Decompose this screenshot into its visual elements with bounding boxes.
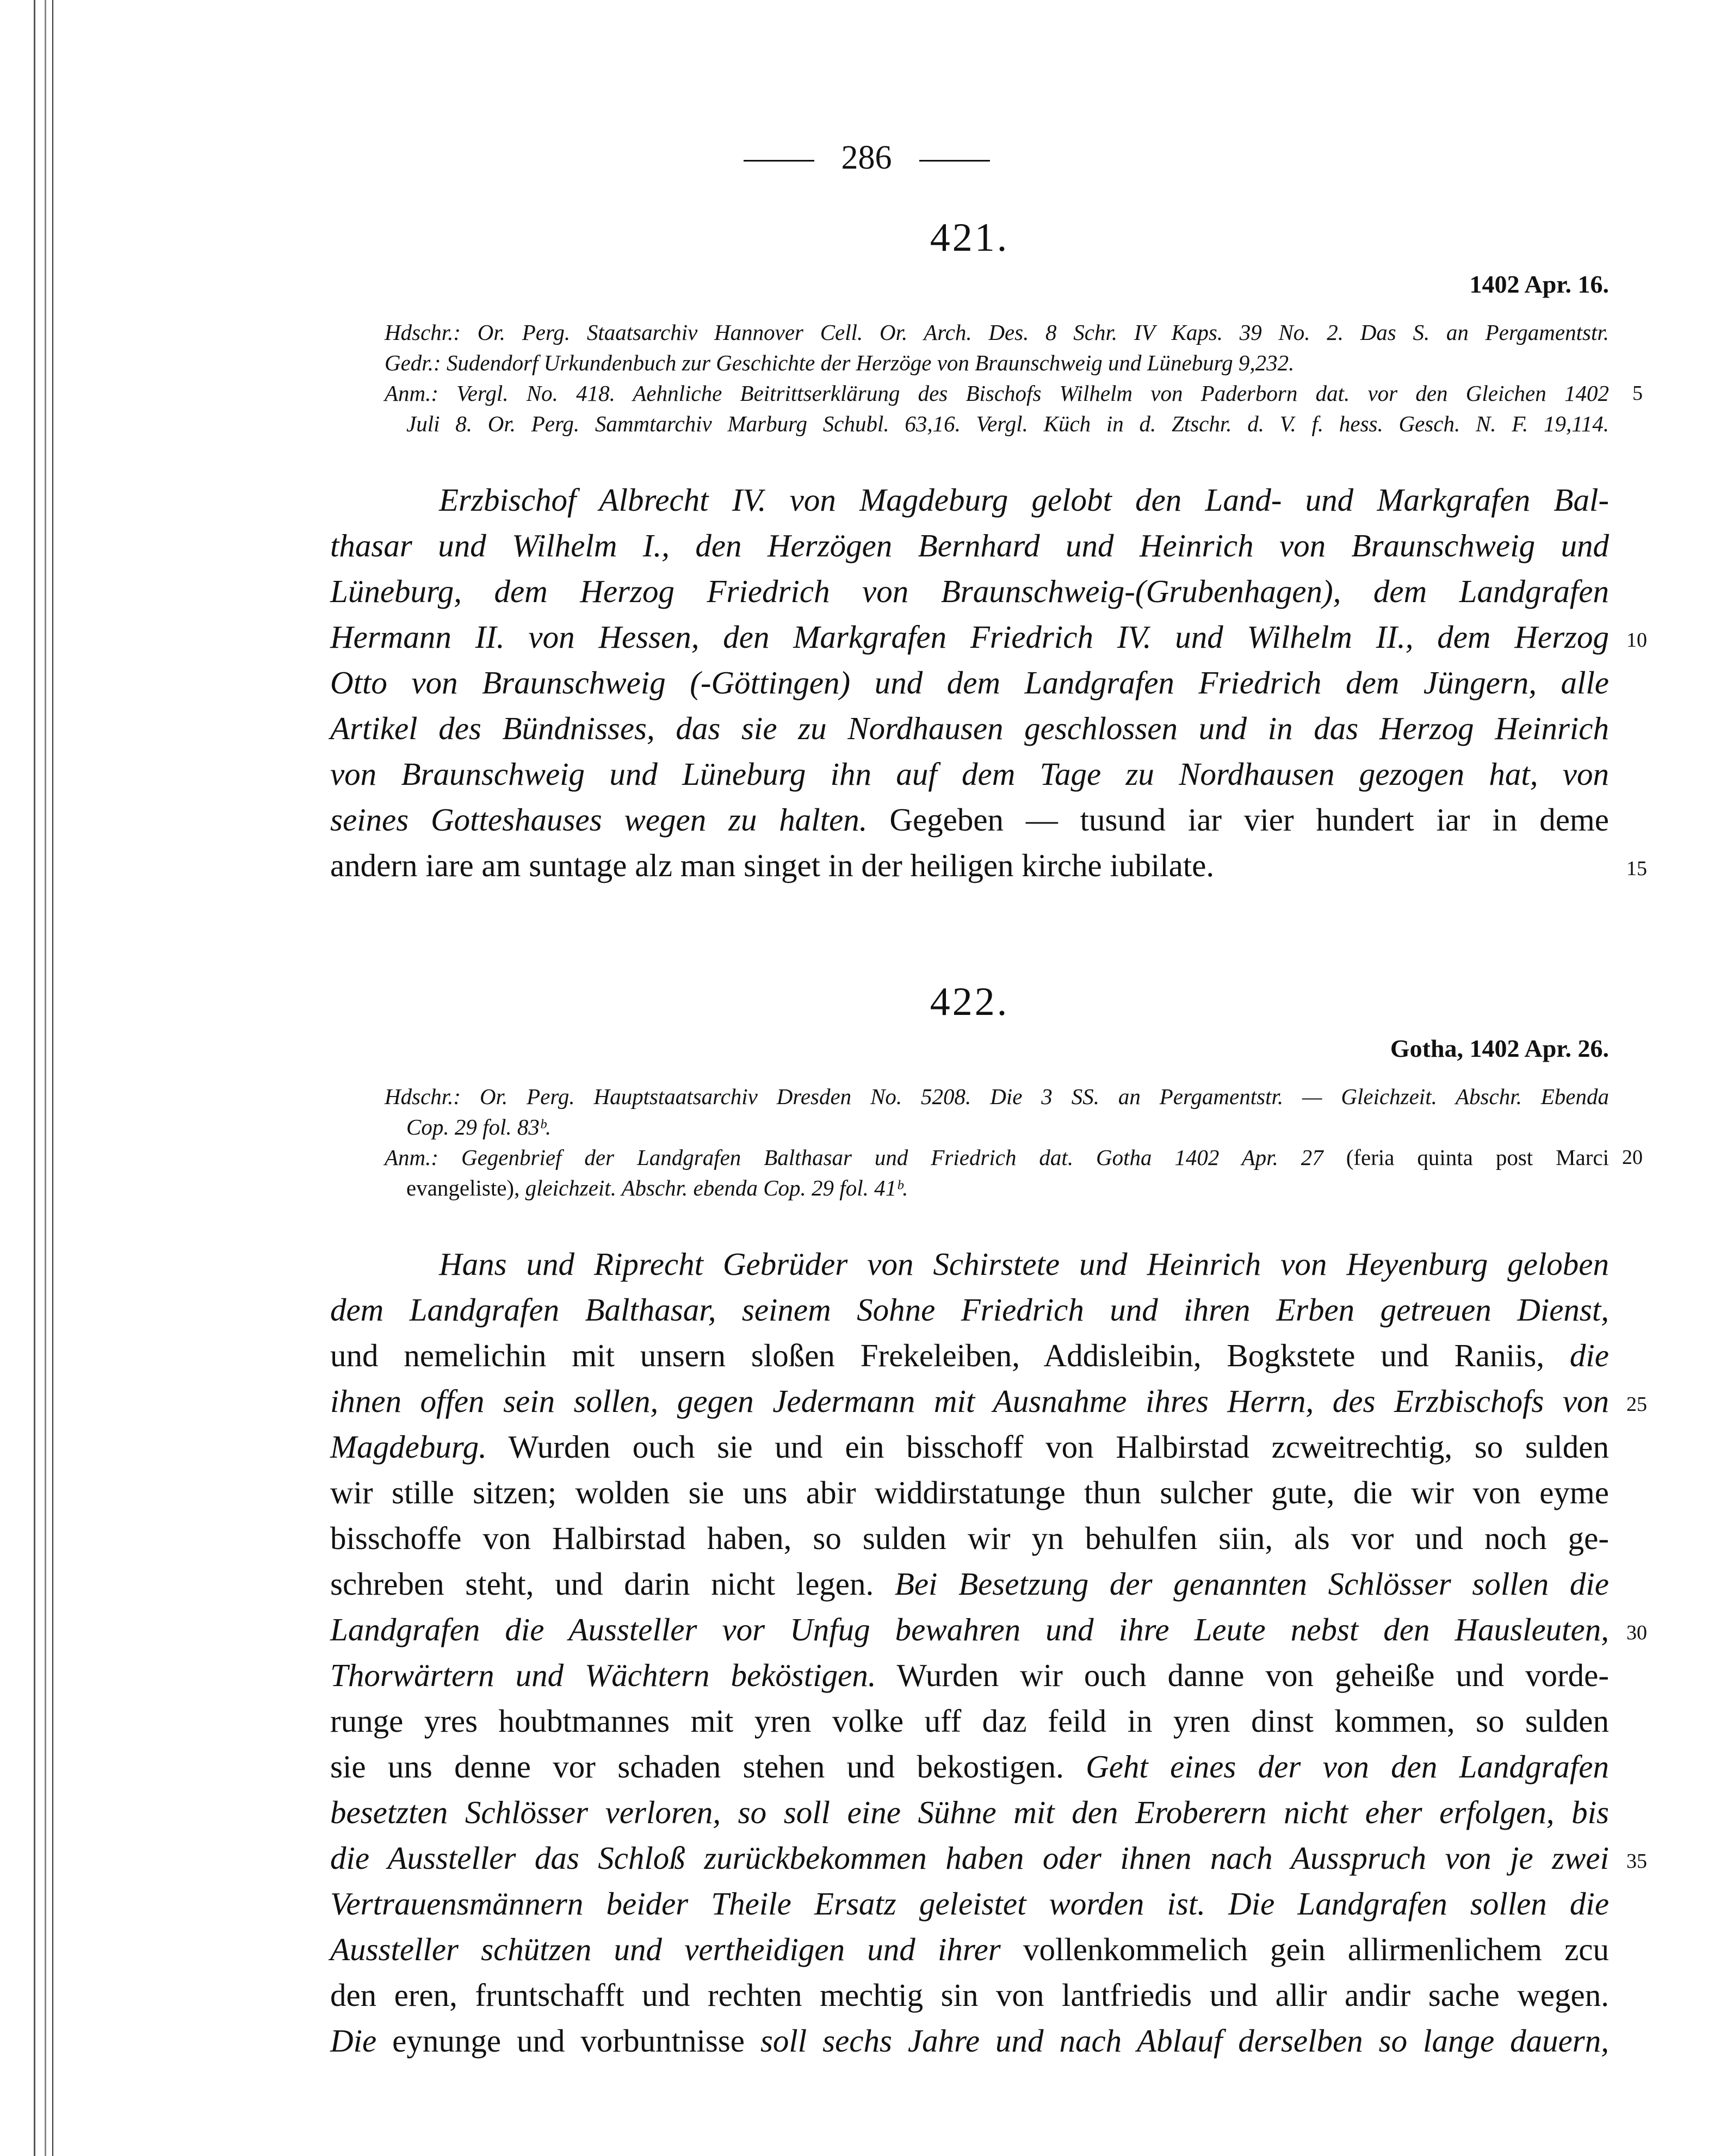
roman-text: bisschoffe von Halbirstad haben, so sulden wir yn behulfen siin, als vor und noch ge- bbox=[330, 1520, 1609, 1556]
italic-text: Gedr.: Sudendorf Urkundenbuch zur Geschichte der Herzöge von Braunschweig und Lüneburg 9,232. bbox=[385, 350, 1295, 375]
text-line bbox=[330, 842, 1647, 888]
roman-text: vollenkommelich gein allirmenlichem zcu bbox=[1000, 1931, 1609, 1967]
roman-text: sie uns denne vor schaden stehen und bekostigen. bbox=[330, 1749, 1064, 1785]
text-line bbox=[330, 1378, 1647, 1424]
document-422 bbox=[330, 979, 1647, 2064]
italic-text: die bbox=[1544, 1337, 1609, 1373]
italic-text: Vertrauensmännern beider Theile Ersatz geleistet worden ist. Die Landgrafen sollen die bbox=[330, 1886, 1609, 1922]
italic-text: Hans und Riprecht Gebrüder von Schirstete und Heinrich von Heyenburg geloben bbox=[439, 1246, 1609, 1282]
italic-text: Hdschr.: Or. Perg. Hauptstaatsarchiv Dresden No. 5208. Die 3 SS. an Pergamentstr. — Gleichzeit. Abschr. Ebenda bbox=[385, 1084, 1609, 1109]
text-line bbox=[330, 660, 1609, 705]
document-number: 422. bbox=[930, 980, 1010, 1024]
roman-text: Gegeben — tusund iar vier hundert iar in deme bbox=[867, 802, 1609, 838]
text-line bbox=[330, 751, 1609, 797]
italic-text: ihnen offen sein sollen, gegen Jedermann mit Ausnahme ihres Herrn, des Erzbischofs von bbox=[330, 1383, 1609, 1419]
margin-line-number: 5 bbox=[1632, 382, 1643, 405]
text-line bbox=[330, 2018, 1609, 2064]
margin-line-number: 30 bbox=[1626, 1621, 1647, 1644]
italic-text: soll sechs Jahre und nach Ablauf derselben so lange dauern, bbox=[760, 2023, 1609, 2059]
italic-text: seines Gotteshauses wegen zu halten. bbox=[330, 802, 868, 838]
document-421 bbox=[330, 215, 1647, 888]
italic-text: Anm.: Gegenbrief der Landgrafen Balthasar und Friedrich dat. Gotha 1402 Apr. 27 bbox=[385, 1145, 1323, 1170]
text-line bbox=[330, 568, 1609, 614]
italic-text: von Braunschweig und Lüneburg ihn auf dem Tage zu Nordhausen gezogen hat, von bbox=[330, 756, 1609, 792]
text-line bbox=[330, 1972, 1609, 2018]
text-line bbox=[330, 1926, 1609, 1972]
text-line bbox=[330, 1515, 1609, 1561]
italic-text: dem Landgrafen Balthasar, seinem Sohne Friedrich und ihren Erben getreuen Dienst, bbox=[330, 1292, 1609, 1328]
italic-text: die Aussteller das Schloß zurückbekommen haben oder ihnen nach Ausspruch von je zwei bbox=[330, 1840, 1609, 1876]
header-rule bbox=[919, 160, 990, 162]
italic-text: Cop. 29 fol. 83ᵇ. bbox=[406, 1114, 552, 1139]
text-line bbox=[330, 1333, 1609, 1378]
text-line bbox=[330, 317, 1609, 348]
text-line bbox=[330, 1112, 1609, 1142]
text-line bbox=[330, 408, 1609, 439]
text-line bbox=[330, 1607, 1647, 1652]
italic-text: thasar und Wilhelm I., den Herzögen Bernhard und Heinrich von Braunschweig und bbox=[330, 528, 1609, 563]
roman-text: (feria quinta post Marci bbox=[1323, 1145, 1609, 1170]
scan-edge-line bbox=[52, 0, 53, 2156]
italic-text: Die bbox=[330, 2023, 377, 2059]
italic-text: Landgrafen die Aussteller vor Unfug bewahren und ihre Leute nebst den Hausleuten, bbox=[330, 1612, 1609, 1647]
italic-text: Magdeburg. bbox=[330, 1429, 487, 1465]
text-line bbox=[330, 1173, 1609, 1203]
text-line bbox=[330, 1424, 1609, 1470]
text-line bbox=[330, 1241, 1609, 1287]
margin-line-number: 15 bbox=[1626, 857, 1647, 880]
roman-text: schreben steht, und darin nicht legen. bbox=[330, 1566, 874, 1602]
italic-text: Hdschr.: Or. Perg. Staatsarchiv Hannover Cell. Or. Arch. Des. 8 Schr. IV Kaps. 39 No. 2. Das S. an Pergamentstr. bbox=[385, 320, 1609, 345]
page-header bbox=[0, 139, 1733, 177]
italic-text: Lüneburg, dem Herzog Friedrich von Braunschweig-(Grubenhagen), dem Landgrafen bbox=[330, 573, 1609, 609]
text-line bbox=[330, 1081, 1609, 1112]
text-line bbox=[330, 1744, 1609, 1789]
regest-body bbox=[330, 477, 1647, 888]
text-line bbox=[330, 523, 1609, 568]
italic-text: Artikel des Bündnisses, das sie zu Nordhausen geschlossen und in das Herzog Heinrich bbox=[330, 710, 1609, 746]
roman-text: eynunge und vorbuntnisse bbox=[376, 2023, 760, 2059]
text-line bbox=[330, 1652, 1609, 1698]
apparatus bbox=[330, 317, 1643, 439]
roman-text: den eren, fruntschafft und rechten mechtig sin von lantfriedis und allir andir sache wegen. bbox=[330, 1977, 1609, 2013]
regest-body bbox=[330, 1241, 1647, 2064]
roman-text: evangeliste), bbox=[406, 1175, 520, 1200]
text-line bbox=[330, 1561, 1609, 1607]
italic-text: Erzbischof Albrecht IV. von Magdeburg gelobt den Land- und Markgrafen Bal- bbox=[439, 482, 1609, 518]
italic-text: Geht eines der von den Landgrafen bbox=[1063, 1749, 1609, 1785]
margin-line-number: 35 bbox=[1626, 1850, 1647, 1873]
roman-text: Wurden ouch sie und ein bisschoff von Halbirstad zcweitrechtig, so sulden bbox=[486, 1429, 1609, 1465]
italic-text: gleichzeit. Abschr. ebenda Cop. 29 fol. 41ᵇ. bbox=[519, 1175, 908, 1200]
text-line bbox=[330, 614, 1647, 660]
text-line bbox=[330, 1287, 1609, 1333]
text-line bbox=[330, 348, 1609, 378]
scan-edge-line bbox=[45, 0, 46, 2156]
apparatus bbox=[330, 1081, 1643, 1203]
text-line bbox=[330, 1835, 1647, 1881]
text-line bbox=[330, 1789, 1609, 1835]
text-line bbox=[330, 797, 1609, 842]
italic-text: Thorwärtern und Wächtern beköstigen. bbox=[330, 1657, 876, 1693]
document-date: Gotha, 1402 Apr. 26. bbox=[1390, 1034, 1609, 1062]
italic-text: Hermann II. von Hessen, den Markgrafen Friedrich IV. und Wilhelm II., dem Herzog bbox=[330, 619, 1609, 655]
text-line bbox=[330, 1698, 1609, 1744]
margin-line-number: 20 bbox=[1622, 1146, 1643, 1169]
italic-text: Aussteller schützen und vertheidigen und ihrer bbox=[330, 1931, 1001, 1967]
italic-text: Juli 8. Or. Perg. Sammtarchiv Marburg Schubl. 63,16. Vergl. Küch in d. Ztschr. d. V. f. hess. Gesch. N. F. 19,114. bbox=[406, 411, 1609, 436]
roman-text: Wurden wir ouch danne von geheiße und vorde- bbox=[876, 1657, 1609, 1693]
text-line bbox=[330, 1142, 1643, 1173]
italic-text: besetzten Schlösser verloren, so soll eine Sühne mit den Eroberern nicht eher erfolgen, bis bbox=[330, 1794, 1609, 1830]
page-number: 286 bbox=[841, 139, 892, 176]
margin-line-number: 10 bbox=[1626, 629, 1647, 652]
roman-text: und nemelichin mit unsern sloßen Frekeleiben, Addisleibin, Bogkstete und Raniis, bbox=[330, 1337, 1545, 1373]
roman-text: runge yres houbtmannes mit yren volke uff daz feild in yren dinst kommen, so sulden bbox=[330, 1703, 1609, 1739]
roman-text: wir stille sitzen; wolden sie uns abir widdirstatunge thun sulcher gute, die wir von eyme bbox=[330, 1474, 1609, 1510]
header-rule bbox=[744, 160, 814, 162]
text-line bbox=[330, 1470, 1609, 1515]
text-line bbox=[330, 705, 1609, 751]
text-line bbox=[330, 477, 1609, 523]
italic-text: Otto von Braunschweig (-Göttingen) und dem Landgrafen Friedrich dem Jüngern, alle bbox=[330, 665, 1609, 701]
text-line bbox=[330, 378, 1643, 408]
document-date: 1402 Apr. 16. bbox=[1469, 270, 1609, 298]
roman-text: andern iare am suntage alz man singet in der heiligen kirche iubilate. bbox=[330, 847, 1215, 883]
italic-text: Bei Besetzung der genannten Schlösser sollen die bbox=[874, 1566, 1609, 1602]
document-number: 421. bbox=[930, 215, 1010, 260]
italic-text: Anm.: Vergl. No. 418. Aehnliche Beitrittserklärung des Bischofs Wilhelm von Paderborn dat. vor den Gleichen 1402 bbox=[385, 381, 1609, 406]
text-line bbox=[330, 1881, 1609, 1926]
scan-edge-line bbox=[34, 0, 35, 2156]
margin-line-number: 25 bbox=[1626, 1393, 1647, 1416]
